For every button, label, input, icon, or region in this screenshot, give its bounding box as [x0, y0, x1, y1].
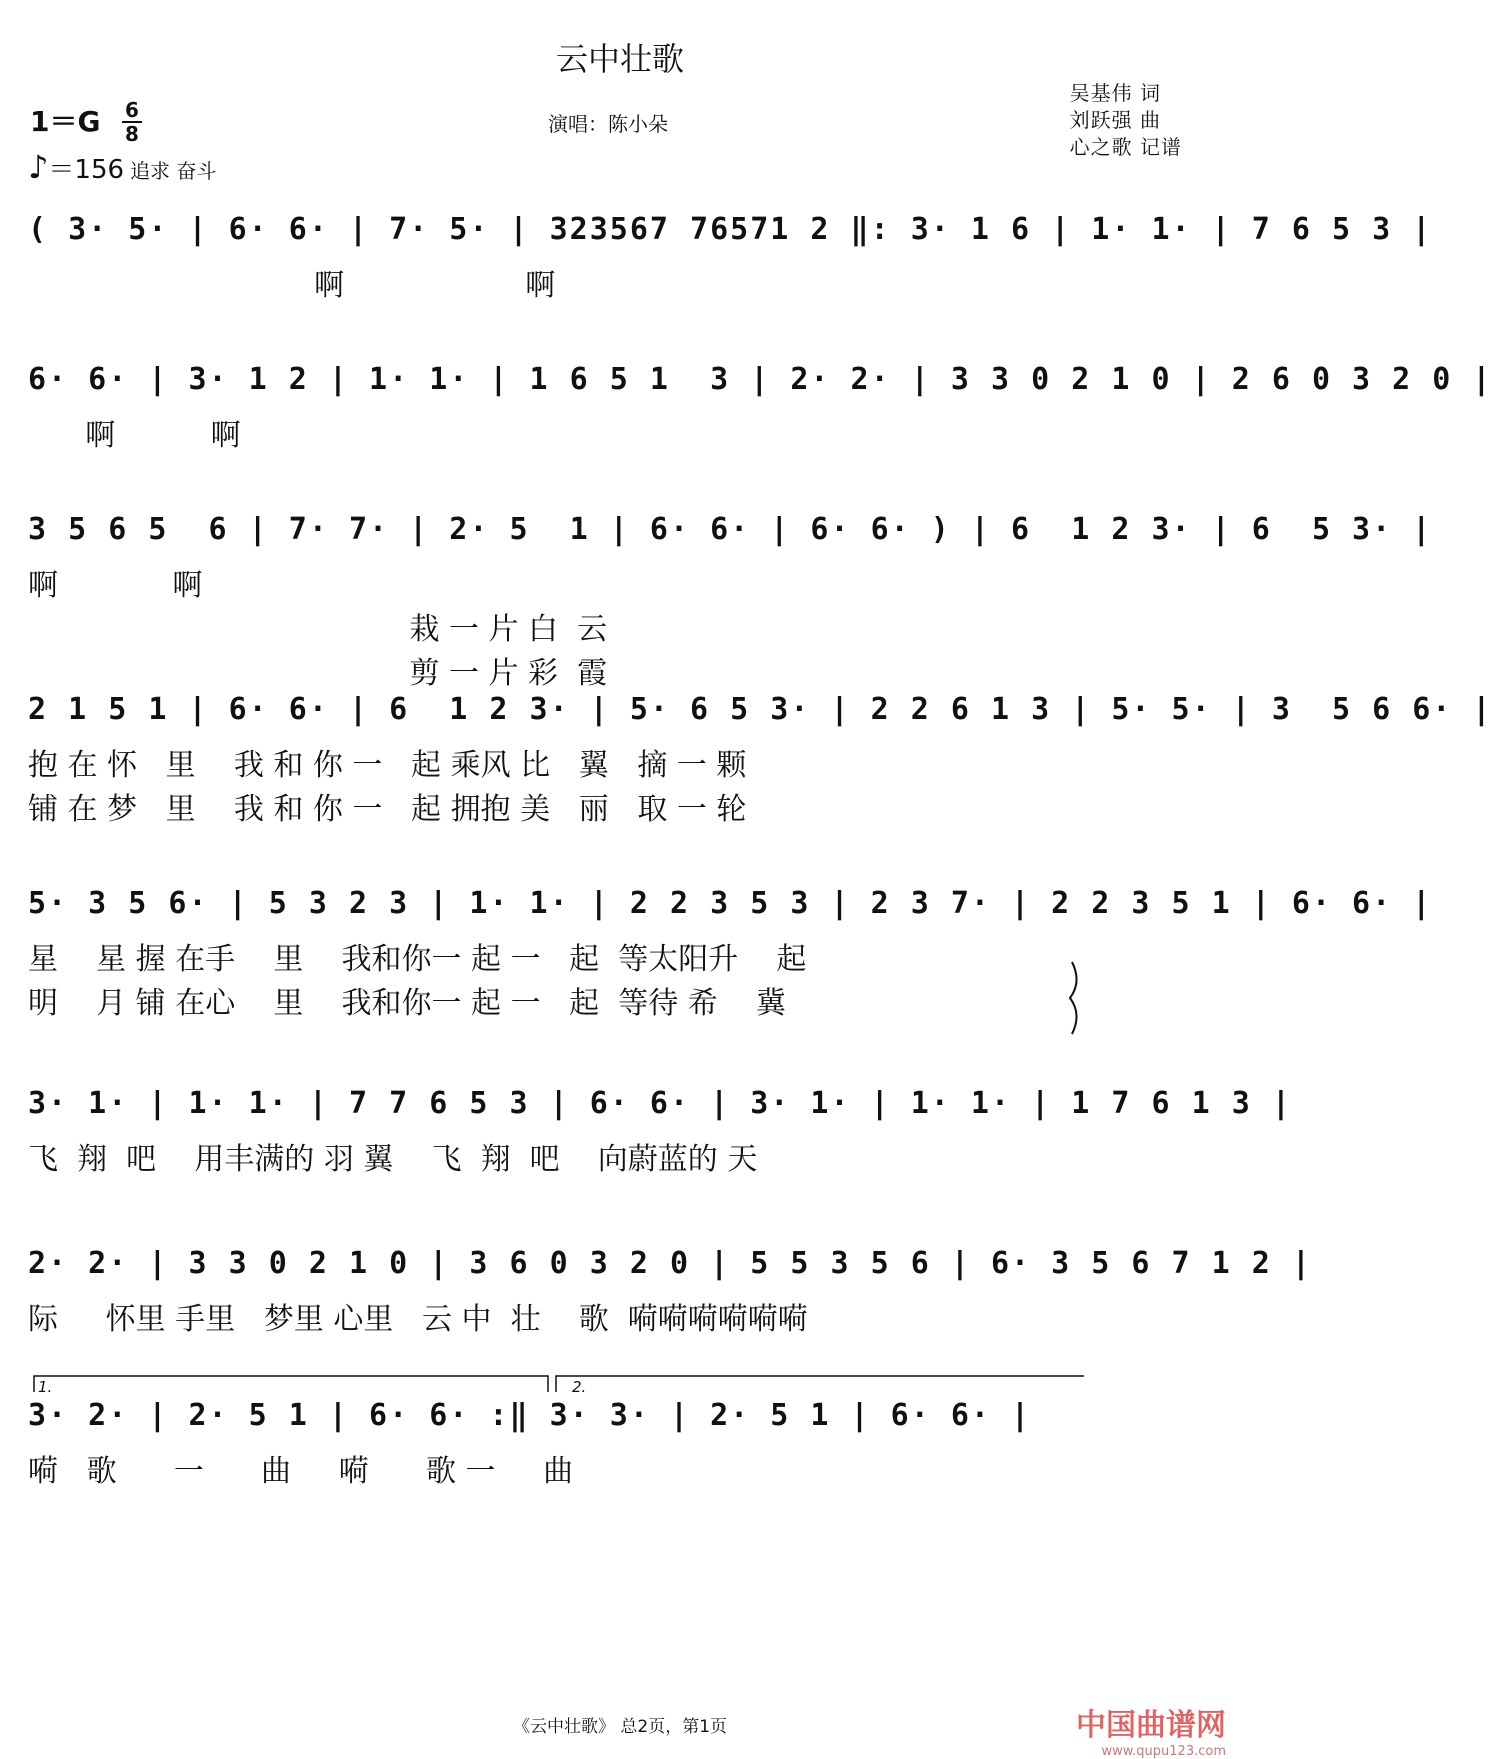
- lyric-line: 星 星 握 在手 里 我和你一 起 一 起 等太阳升 起: [28, 942, 807, 977]
- transcriber: 心之歌 记谱: [1069, 135, 1182, 159]
- lyric-line: 明 月 铺 在心 里 我和你一 起 一 起 等待 希 冀: [28, 986, 786, 1021]
- singer: 演唱：陈小朵: [548, 112, 668, 136]
- meter-bottom: 8: [125, 122, 139, 146]
- notation-line: 5· 3 5 6· | 5 3 2 3 | 1· 1· | 2 2 3 5 3 | 2 3 7· | 2 2 3 5 1 | 6· 6· |: [28, 886, 1433, 921]
- tempo-value: ＝156: [48, 155, 125, 185]
- notation-line: 6· 6· | 3· 1 2 | 1· 1· | 1 6 5 1 3 | 2· 2· | 3 3 0 2 1 0 | 2 6 0 3 2 0 |: [28, 362, 1493, 397]
- lyric-line: 剪 一 片 彩 霞: [28, 656, 608, 691]
- lyric-line: 啊 啊: [28, 268, 556, 303]
- volta-2: 2.: [572, 1378, 587, 1396]
- lyric-line: 铺 在 梦 里 我 和 你 一 起 拥抱 美 丽 取 一 轮: [28, 792, 747, 827]
- lyric-line: 啊 啊: [28, 418, 241, 453]
- lyric-line: 栽 一 片 白 云: [28, 612, 608, 647]
- notation-line: 3· 1· | 1· 1· | 7 7 6 5 3 | 6· 6· | 3· 1· | 1· 1· | 1 7 6 1 3 |: [28, 1086, 1292, 1121]
- volta-1: 1.: [38, 1378, 53, 1396]
- watermark-url: www.qupu123.com: [1101, 1744, 1226, 1759]
- lyric-line: 际 怀里 手里 梦里 心里 云 中 壮 歌 嗬嗬嗬嗬嗬嗬: [28, 1302, 808, 1337]
- notation-line: 3 5 6 5 6 | 7· 7· | 2· 5 1 | 6· 6· | 6· 6· ) | 6 1 2 3· | 6 5 3· |: [28, 512, 1433, 547]
- song-title: 云中壮歌: [555, 40, 684, 78]
- lyric-line: 啊 啊: [28, 568, 203, 603]
- notation-line: 3· 2· | 2· 5 1 | 6· 6· :‖ 3· 3· | 2· 5 1 | 6· 6· |: [28, 1398, 1032, 1433]
- notation-line: ( 3· 5· | 6· 6· | 7· 5· | 323567 76571 2 ‖: 3· 1 6 | 1· 1· | 7 6 5 3 |: [28, 212, 1433, 247]
- lyric-line: 飞 翔 吧 用丰满的 羽 翼 飞 翔 吧 向蔚蓝的 天: [28, 1142, 758, 1177]
- page-footer: 《云中壮歌》 总2页，第1页: [512, 1717, 728, 1737]
- lyric-line: 抱 在 怀 里 我 和 你 一 起 乘风 比 翼 摘 一 颗: [28, 748, 747, 783]
- composer: 刘跃强 曲: [1069, 108, 1161, 132]
- key-signature: 1＝G: [30, 105, 101, 138]
- tempo-mark: 追求 奋斗: [130, 159, 217, 183]
- notation-line: 2 1 5 1 | 6· 6· | 6 1 2 3· | 5· 6 5 3· | 2 2 6 1 3 | 5· 5· | 3 5 6 6· |: [28, 692, 1493, 727]
- meter-top: 6: [125, 98, 139, 122]
- watermark-text: 中国曲谱网: [1076, 1708, 1226, 1743]
- lyricist: 吴基伟 词: [1069, 81, 1161, 105]
- eighth-note-icon: ♪: [28, 148, 49, 186]
- lyric-line: 嗬 歌 一 曲 嗬 歌 一 曲: [28, 1454, 574, 1489]
- notation-line: 2· 2· | 3 3 0 2 1 0 | 3 6 0 3 2 0 | 5 5 3 5 6 | 6· 3 5 6 7 1 2 |: [28, 1246, 1312, 1281]
